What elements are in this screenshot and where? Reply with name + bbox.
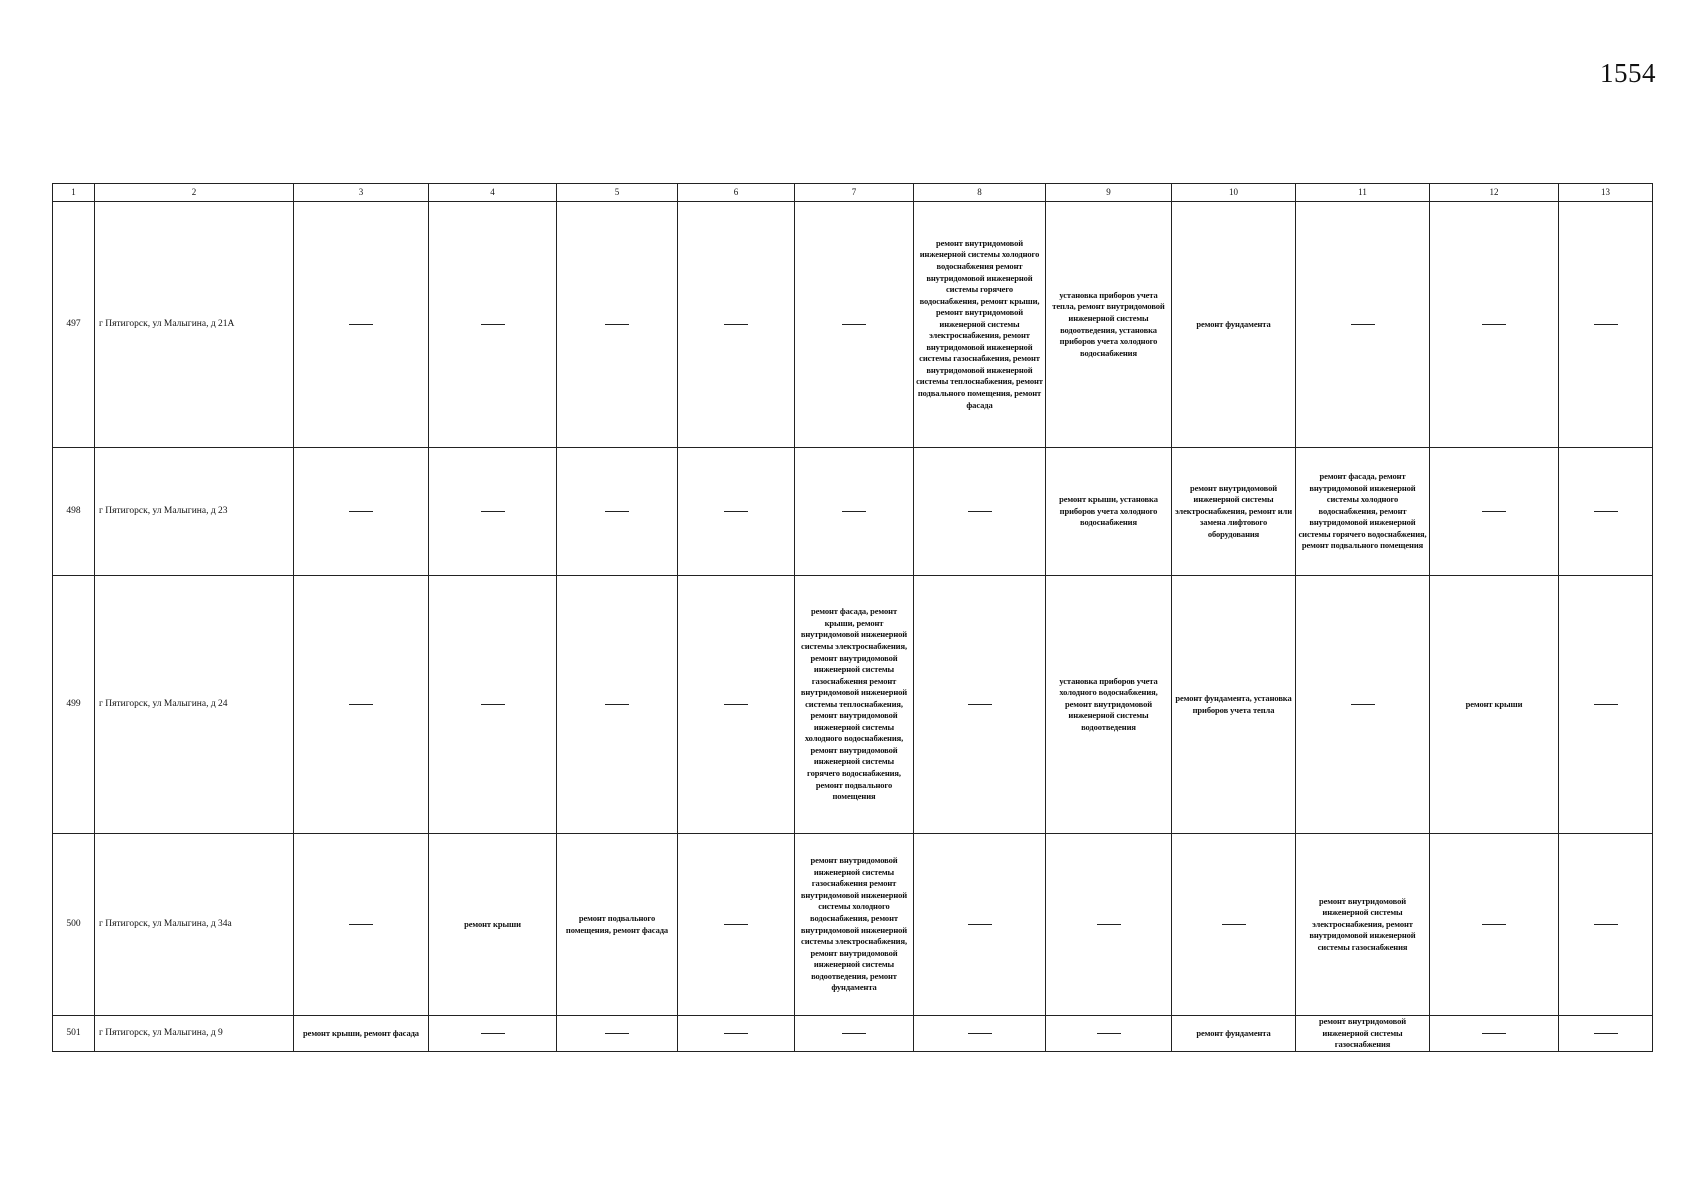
dash-mark <box>1594 704 1618 705</box>
row-number: 501 <box>53 1016 95 1052</box>
dash-mark <box>968 924 992 925</box>
dash-mark <box>349 924 373 925</box>
dash-mark <box>1097 1033 1121 1034</box>
dash-mark <box>605 324 629 325</box>
work-description-cell <box>1296 834 1430 1016</box>
work-description-cell <box>1046 576 1172 834</box>
dash-mark <box>1594 324 1618 325</box>
work-description: ремонт внутридомовой инженерной системы электроснабжения, ремонт или замена лифтового оборудования <box>1174 482 1293 539</box>
address-cell: г Пятигорск, ул Малыгина, д 21А <box>95 202 294 448</box>
address-cell: г Пятигорск, ул Малыгина, д 34а <box>95 834 294 1016</box>
work-description: ремонт фасада, ремонт крыши, ремонт внутридомовой инженерной системы электроснабжения, ремонт внутридомовой инженерной системы газоснабжения ремонт внутридомовой инженерной системы теплоснабжения, ремонт внутридомовой инженерной системы холодного водоснабжения, ремонт внутридомовой инженерной системы горячего водоснабжения, ремонт подвального помещения <box>800 606 908 802</box>
empty-cell <box>294 202 429 448</box>
work-description: ремонт фундамента <box>1196 318 1271 329</box>
dash-mark <box>349 324 373 325</box>
empty-cell <box>1046 1016 1172 1052</box>
column-header: 4 <box>429 184 557 202</box>
work-description: ремонт фасада, ремонт внутридомовой инженерной системы холодного водоснабжения, ремонт внутридомовой инженерной системы горячего водоснабжения, ремонт подвального помещения <box>1298 471 1427 551</box>
work-description-cell <box>1172 448 1296 576</box>
work-description: ремонт крыши, ремонт фасада <box>303 1027 419 1038</box>
dash-mark <box>968 704 992 705</box>
work-description-cell <box>1046 202 1172 448</box>
empty-cell <box>429 576 557 834</box>
table-row <box>53 202 1653 448</box>
dash-mark <box>1222 924 1246 925</box>
table-row <box>53 448 1653 576</box>
empty-cell <box>294 448 429 576</box>
dash-mark <box>842 1033 866 1034</box>
empty-cell <box>1430 1016 1559 1052</box>
dash-mark <box>968 1033 992 1034</box>
capital-repair-table <box>52 183 1653 1052</box>
empty-cell <box>557 1016 678 1052</box>
dash-mark <box>842 511 866 512</box>
empty-cell <box>1430 834 1559 1016</box>
dash-mark <box>1482 324 1506 325</box>
empty-cell <box>429 448 557 576</box>
dash-mark <box>724 511 748 512</box>
empty-cell <box>557 448 678 576</box>
dash-mark <box>1482 924 1506 925</box>
table-row <box>53 576 1653 834</box>
dash-mark <box>605 511 629 512</box>
work-description: установка приборов учета тепла, ремонт внутридомовой инженерной системы водоотведения, установка приборов учета холодного водоснабжения <box>1052 289 1165 358</box>
empty-cell <box>1430 448 1559 576</box>
dash-mark <box>605 704 629 705</box>
work-description-cell <box>914 202 1046 448</box>
empty-cell <box>429 1016 557 1052</box>
work-description: ремонт фундамента, установка приборов учета тепла <box>1175 692 1292 715</box>
dash-mark <box>481 324 505 325</box>
row-number: 497 <box>53 202 95 448</box>
dash-mark <box>1482 511 1506 512</box>
address-cell: г Пятигорск, ул Малыгина, д 9 <box>95 1016 294 1052</box>
column-header: 7 <box>795 184 914 202</box>
empty-cell <box>795 448 914 576</box>
column-header: 6 <box>678 184 795 202</box>
work-description-cell <box>294 1016 429 1052</box>
empty-cell <box>1046 834 1172 1016</box>
work-description: установка приборов учета холодного водоснабжения, ремонт внутридомовой инженерной системы водоотведения <box>1059 675 1158 732</box>
work-description: ремонт внутридомовой инженерной системы электроснабжения, ремонт внутридомовой инженерной системы газоснабжения <box>1309 895 1416 952</box>
column-header: 9 <box>1046 184 1172 202</box>
page-number: 1554 <box>1600 58 1656 88</box>
address-cell: г Пятигорск, ул Малыгина, д 24 <box>95 576 294 834</box>
work-description: ремонт крыши <box>464 918 521 929</box>
dash-mark <box>605 1033 629 1034</box>
work-description-cell <box>1172 576 1296 834</box>
empty-cell <box>1559 1016 1653 1052</box>
column-header: 10 <box>1172 184 1296 202</box>
column-header: 5 <box>557 184 678 202</box>
empty-cell <box>1559 834 1653 1016</box>
work-description-cell <box>1172 1016 1296 1052</box>
work-description-cell <box>1430 576 1559 834</box>
empty-cell <box>294 834 429 1016</box>
work-description: ремонт крыши, установка приборов учета холодного водоснабжения <box>1059 494 1158 528</box>
work-description-cell <box>1046 448 1172 576</box>
empty-cell <box>557 576 678 834</box>
empty-cell <box>678 202 795 448</box>
table-body <box>53 202 1653 1052</box>
work-description: ремонт крыши <box>1465 698 1523 709</box>
address-cell: г Пятигорск, ул Малыгина, д 23 <box>95 448 294 576</box>
empty-cell <box>557 202 678 448</box>
dash-mark <box>481 704 505 705</box>
empty-cell <box>795 1016 914 1052</box>
column-header: 8 <box>914 184 1046 202</box>
empty-cell <box>1296 202 1430 448</box>
column-header: 13 <box>1559 184 1653 202</box>
work-description-cell <box>795 834 914 1016</box>
empty-cell <box>294 576 429 834</box>
work-description-cell <box>557 834 678 1016</box>
empty-cell <box>678 1016 795 1052</box>
work-description: ремонт внутридомовой инженерной системы газоснабжения <box>1318 1016 1407 1050</box>
dash-mark <box>724 1033 748 1034</box>
column-header: 1 <box>53 184 95 202</box>
table-row <box>53 834 1653 1016</box>
row-number: 500 <box>53 834 95 1016</box>
dash-mark <box>349 704 373 705</box>
empty-cell <box>1559 576 1653 834</box>
work-description-cell <box>795 576 914 834</box>
dash-mark <box>481 1033 505 1034</box>
dash-mark <box>349 511 373 512</box>
work-description-cell <box>1296 448 1430 576</box>
dash-mark <box>1351 324 1375 325</box>
dash-mark <box>1351 704 1375 705</box>
dash-mark <box>1097 924 1121 925</box>
dash-mark <box>724 704 748 705</box>
row-number: 498 <box>53 448 95 576</box>
empty-cell <box>914 576 1046 834</box>
dash-mark <box>724 324 748 325</box>
header-row <box>53 184 1653 202</box>
empty-cell <box>429 202 557 448</box>
column-header: 2 <box>95 184 294 202</box>
dash-mark <box>1594 924 1618 925</box>
column-header: 11 <box>1296 184 1430 202</box>
empty-cell <box>1559 448 1653 576</box>
empty-cell <box>678 834 795 1016</box>
work-description: ремонт фундамента <box>1196 1027 1271 1038</box>
dash-mark <box>842 324 866 325</box>
column-header: 3 <box>294 184 429 202</box>
dash-mark <box>968 511 992 512</box>
column-header: 12 <box>1430 184 1559 202</box>
dash-mark <box>481 511 505 512</box>
empty-cell <box>795 202 914 448</box>
work-description-cell <box>429 834 557 1016</box>
dash-mark <box>724 924 748 925</box>
empty-cell <box>1296 576 1430 834</box>
empty-cell <box>1172 834 1296 1016</box>
dash-mark <box>1594 1033 1618 1034</box>
work-description: ремонт внутридомовой инженерной системы газоснабжения ремонт внутридомовой инженерной системы холодного водоснабжения, ремонт внутридомовой инженерной системы электроснабжения, ремонт внутридомовой инженерной системы водоотведения, ремонт фундамента <box>800 855 908 993</box>
work-description-cell <box>1172 202 1296 448</box>
dash-mark <box>1482 1033 1506 1034</box>
row-number: 499 <box>53 576 95 834</box>
work-description: ремонт внутридомовой инженерной системы холодного водоснабжения ремонт внутридомовой инженерной системы горячего водоснабжения, ремонт крыши, ремонт внутридомовой инженерной системы электроснабжения, ремонт внутридомовой инженерной системы газоснабжения, ремонт внутридомовой инженерной системы теплоснабжения, ремонт подвального помещения, ремонт фасада <box>916 237 1043 410</box>
work-description-cell <box>1296 1016 1430 1052</box>
empty-cell <box>678 448 795 576</box>
empty-cell <box>678 576 795 834</box>
dash-mark <box>1594 511 1618 512</box>
table-row <box>53 1016 1653 1052</box>
empty-cell <box>1430 202 1559 448</box>
work-description: ремонт подвального помещения, ремонт фасада <box>565 912 669 935</box>
empty-cell <box>914 834 1046 1016</box>
empty-cell <box>914 448 1046 576</box>
empty-cell <box>914 1016 1046 1052</box>
empty-cell <box>1559 202 1653 448</box>
